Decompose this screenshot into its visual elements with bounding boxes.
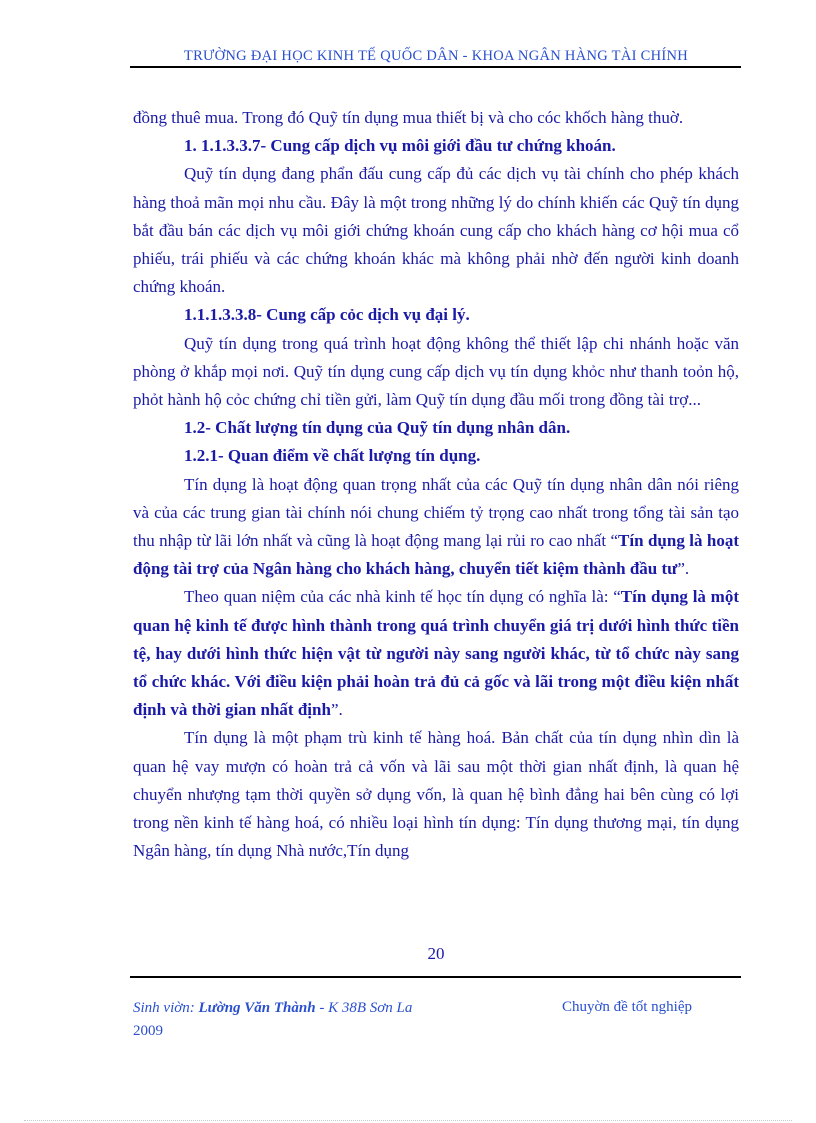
heading-1-1-1-3-3-7: 1. 1.1.3.3.7- Cung cấp dịch vụ môi giới đầu tư chứng khoán.	[184, 136, 616, 156]
paragraph-5-end: ”.	[330, 700, 343, 720]
heading-1-2-1: 1.2.1- Quan điểm về chất lượng tín dụng.	[184, 446, 481, 466]
paragraph-5-text: Theo quan niệm của các nhà kinh tế học tín dụng có nghĩa là: “	[184, 587, 621, 607]
document-body	[133, 104, 739, 865]
paragraph-3: Quỹ tín dụng trong quá trình hoạt động không thể thiết lập chi nhánh hoặc văn phòng ở khắp mọi nơi. Quỹ tín dụng cung cấp dịch vụ tín dụng khỏc như thanh toỏn hộ, phỏt hành hộ cỏc chứng chỉ tiền gửi, làm Quỹ tín dụng đầu mối trong đồng tài trợ...	[133, 333, 739, 410]
footer-student-name: Lường Văn Thành	[198, 1000, 316, 1016]
footer-divider	[130, 976, 741, 978]
header-divider	[130, 66, 741, 68]
paragraph-4-end: ”.	[677, 559, 690, 579]
footer-student-class: - K 38B Sơn La	[315, 1000, 413, 1016]
paragraph-4-text: Tín dụng là hoạt động quan trọng nhất của các Quỹ tín dụng nhân dân nói riêng và của các trung gian tài chính nói chung chiếm tỷ trọng cao nhất trong tổng tài sản tạo thu nhập từ lãi lớn nhất và cũng là hoạt động mang lại rủi ro cao nhất “	[133, 474, 739, 551]
footer-year: 2009	[133, 1023, 163, 1039]
heading-1-1-1-3-3-8: 1.1.1.3.3.8- Cung cấp cỏc dịch vụ đại lý.	[184, 305, 470, 325]
footer-thesis-label: Chuyờn đề tốt nghiệp	[562, 999, 693, 1015]
paragraph-6: Tín dụng là một phạm trù kinh tế hàng hoá. Bản chất của tín dụng nhìn dìn là quan hệ vay mượn có hoàn trả cả vốn và lãi sau một thời gian nhất định, là quan hệ chuyển nhượng tạm thời quyền sở dụng vốn, là quan hệ bình đẳng hai bên cùng có lợi trong nền kinh tế hàng hoá, có nhiều loại hình tín dụng: Tín dụng thương mại, tín dụng Ngân hàng, tín dụng Nhà nước,Tín dụng	[133, 728, 739, 861]
paragraph-2: Quỹ tín dụng đang phẩn đấu cung cấp đủ các dịch vụ tài chính cho phép khách hàng thoả mãn mọi nhu cầu. Đây là một trong những lý do chính khiến các Quỹ tín dụng bắt đầu bán các dịch vụ môi giới chứng khoán cung cấp cho khách hàng cơ hội mua cổ phiếu, trái phiếu và các chứng khoán khác mà không phải nhờ đến người kinh doanh chứng khoán.	[133, 164, 739, 297]
paragraph-4	[133, 471, 739, 584]
paragraph-1: đồng thuê mua. Trong đó Quỹ tín dụng mua thiết bị và cho cóc khốch hàng thuờ.	[133, 108, 684, 127]
page-bottom-border	[24, 1120, 792, 1121]
paragraph-5-quote: Tín dụng là một quan hệ kinh tế được hình thành trong quá trình chuyển giá trị dưới hình thức tiền tệ, hay dưới hình thức hiện vật từ người này sang người khác, từ tổ chức này sang tổ chức khác. Với điều kiện phải hoàn trả đủ cả gốc và lãi trong một điều kiện nhất định và thời gian nhất định	[133, 587, 739, 720]
page-number: 20	[427, 944, 445, 963]
footer-student-label: Sinh viờn:	[133, 1000, 195, 1016]
page-header-title: TRƯỜNG ĐẠI HỌC KINH TẾ QUỐC DÂN - KHOA NGÂN HÀNG TÀI CHÍNH	[183, 48, 689, 64]
footer-student-info	[133, 997, 412, 1043]
paragraph-5	[133, 583, 739, 724]
paragraph-4-quote: Tín dụng là hoạt động tài trợ của Ngân hàng cho khách hàng, chuyển tiết kiệm thành đầu tư	[133, 531, 739, 579]
heading-1-2: 1.2- Chất lượng tín dụng của Quỹ tín dụng nhân dân.	[184, 418, 571, 438]
